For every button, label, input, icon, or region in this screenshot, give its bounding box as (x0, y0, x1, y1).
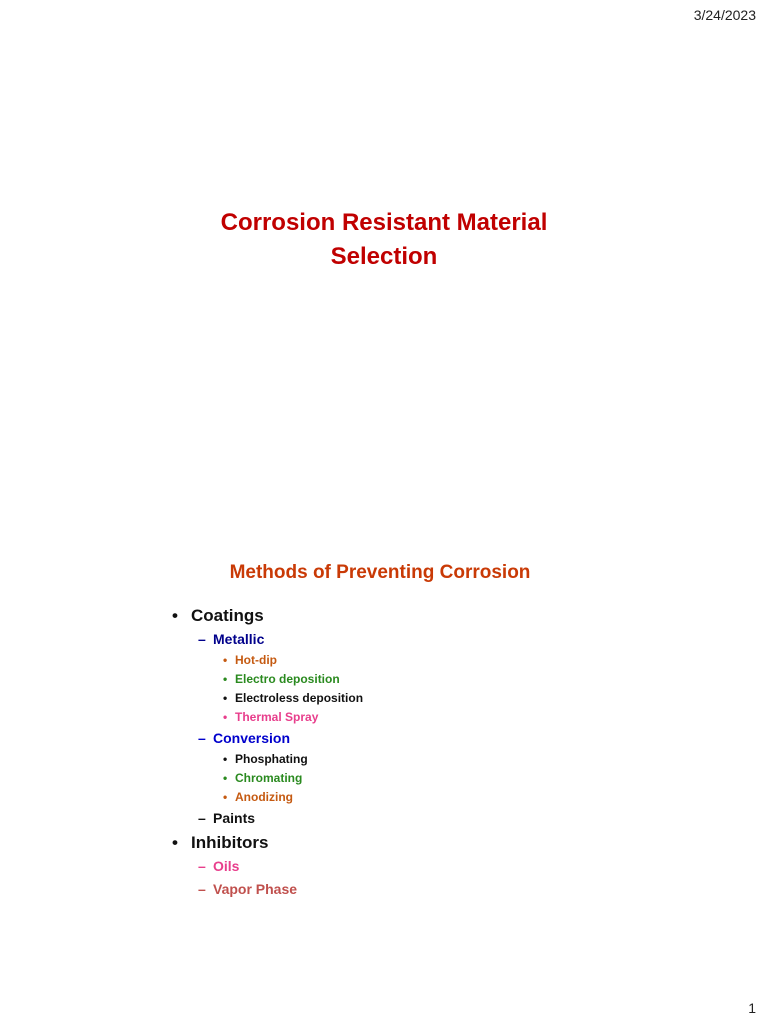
item-phosphating (172, 750, 363, 769)
bullet-icon: • (172, 606, 178, 625)
sub-bullet-metallic (172, 628, 363, 651)
item-label: Thermal Spray (235, 710, 319, 724)
item-label: Chromating (235, 771, 303, 785)
bullet-icon: • (223, 771, 228, 785)
item-chromating (172, 769, 363, 788)
bullet-icon: • (223, 653, 228, 667)
page-number: 1 (748, 1000, 756, 1016)
sub-bullet-conversion (172, 727, 363, 750)
slide-date: 3/24/2023 (693, 7, 756, 23)
bullet-label: Coatings (191, 606, 264, 625)
slide-title-line1: Corrosion Resistant Material (220, 209, 548, 236)
sub-bullet-label: Paints (213, 810, 256, 826)
item-label: Anodizing (235, 790, 293, 804)
section-heading: Methods of Preventing Corrosion (229, 562, 531, 583)
bullet-label: Inhibitors (191, 833, 269, 852)
bullet-icon: • (172, 833, 178, 852)
sub-bullet-label: Conversion (213, 730, 291, 746)
bullet-icon: • (223, 752, 228, 766)
dash-icon: – (198, 858, 206, 874)
item-electroless-deposition (172, 689, 363, 708)
dash-icon: – (198, 730, 206, 746)
dash-icon: – (198, 631, 206, 647)
sub-bullet-label: Oils (213, 858, 240, 874)
slide-title-line2: Selection (330, 243, 438, 270)
slide-title (0, 206, 768, 274)
item-thermal-spray (172, 708, 363, 727)
bullet-icon: • (223, 790, 228, 804)
bullet-coatings (172, 603, 363, 628)
dash-icon: – (198, 881, 206, 897)
item-hot-dip (172, 651, 363, 670)
dash-icon: – (198, 810, 206, 826)
item-anodizing (172, 788, 363, 807)
item-label: Hot-dip (235, 653, 277, 667)
bullet-icon: • (223, 710, 228, 724)
item-label: Phosphating (235, 752, 308, 766)
bullet-outline (172, 603, 363, 901)
item-label: Electro deposition (235, 672, 340, 686)
bullet-inhibitors (172, 830, 363, 855)
sub-bullet-label: Vapor Phase (213, 881, 298, 897)
item-electro-deposition (172, 670, 363, 689)
sub-bullet-paints (172, 807, 363, 830)
sub-bullet-label: Metallic (213, 631, 265, 647)
sub-bullet-oils (172, 855, 363, 878)
bullet-icon: • (223, 691, 228, 705)
item-label: Electroless deposition (235, 691, 364, 705)
sub-bullet-vapor-phase (172, 878, 363, 901)
bullet-icon: • (223, 672, 228, 686)
